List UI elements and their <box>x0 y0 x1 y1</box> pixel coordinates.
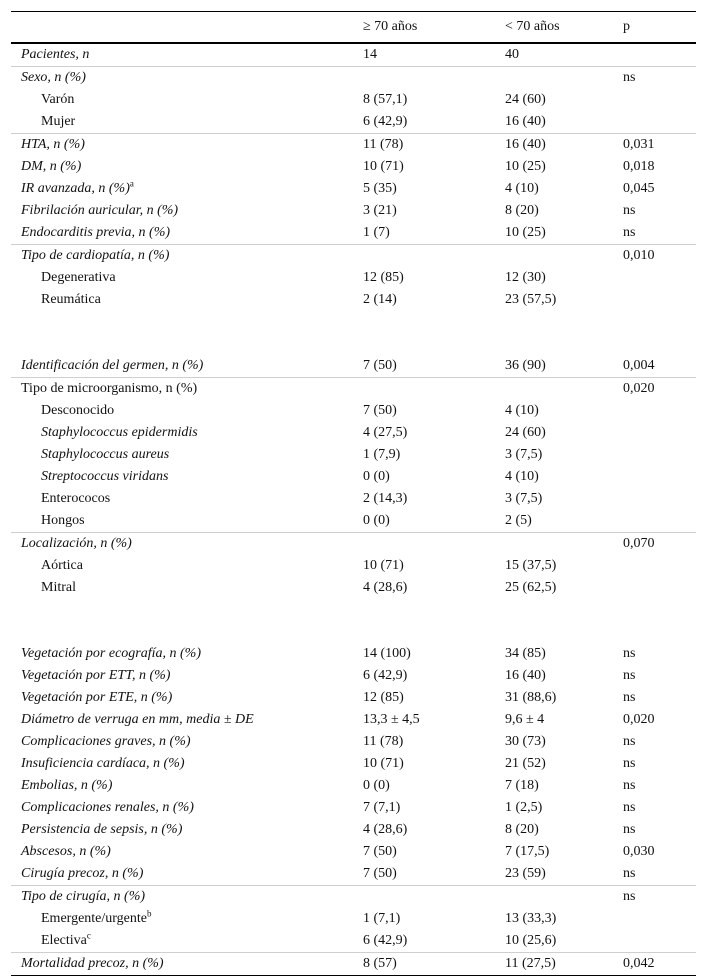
value-age-under-70: 16 (40) <box>505 134 623 157</box>
value-age-under-70: 36 (90) <box>505 358 546 373</box>
row-label-cell <box>11 43 363 67</box>
value-age-under-70: 10 (25) <box>505 225 546 240</box>
row-label-cell <box>11 178 363 200</box>
row-label: Endocarditis previa, n (%) <box>21 225 171 240</box>
p-value <box>623 908 696 930</box>
row-label: Sexo, n (%) <box>21 70 86 85</box>
table-row <box>11 222 696 245</box>
row-label: Tipo de cirugía, n (%) <box>21 889 146 904</box>
p-value <box>623 422 696 444</box>
value-age-under-70: 21 (52) <box>505 756 546 771</box>
value-age-70-plus <box>363 533 505 556</box>
row-label-cell <box>11 111 363 134</box>
row-label-cell <box>11 134 363 157</box>
value-age-70-plus: 6 (42,9) <box>363 114 408 129</box>
row-label: Fibrilación auricular, n (%) <box>21 203 179 218</box>
row-label-cell <box>11 510 363 533</box>
table-row <box>11 355 696 378</box>
row-label-cell <box>11 156 363 178</box>
row-label: IR avanzada, n (%) <box>21 181 130 196</box>
table-row <box>11 555 696 577</box>
table-row <box>11 200 696 222</box>
value-age-70-plus <box>363 245 505 268</box>
p-value <box>623 466 696 488</box>
value-age-70-plus <box>363 378 505 401</box>
value-age-70-plus: 10 (71) <box>363 756 404 771</box>
row-label-cell <box>11 643 363 665</box>
row-label-cell <box>11 245 363 268</box>
value-age-under-70: 8 (20) <box>505 822 539 837</box>
value-age-70-plus: 7 (50) <box>363 403 397 418</box>
p-value: ns <box>623 734 636 749</box>
value-age-70-plus <box>363 67 505 90</box>
row-label: Vegetación por ecografía, n (%) <box>21 646 202 661</box>
value-age-70-plus: 1 (7,9) <box>363 447 401 462</box>
row-label: Varón <box>41 92 75 107</box>
p-value: ns <box>623 668 636 683</box>
row-label: Vegetación por ETT, n (%) <box>21 668 171 683</box>
value-age-70-plus: 12 (85) <box>363 270 404 285</box>
row-label-cell <box>11 797 363 819</box>
table-row <box>11 422 696 444</box>
row-label-cell <box>11 555 363 577</box>
p-value <box>623 488 696 510</box>
value-age-70-plus: 7 (50) <box>363 358 397 373</box>
value-age-70-plus: 13,3 ± 4,5 <box>363 712 420 727</box>
value-age-70-plus: 7 (7,1) <box>363 800 401 815</box>
value-age-under-70: 11 (27,5) <box>505 953 623 976</box>
p-value: 0,070 <box>623 533 696 556</box>
p-value <box>623 577 696 599</box>
table-row <box>11 134 696 157</box>
p-value: ns <box>623 822 636 837</box>
row-label-cell <box>11 444 363 466</box>
table-body <box>11 43 696 976</box>
value-age-70-plus <box>363 886 505 909</box>
value-age-under-70: 25 (62,5) <box>505 580 557 595</box>
row-label-cell <box>11 953 363 976</box>
value-age-under-70: 15 (37,5) <box>505 558 557 573</box>
value-age-under-70: 30 (73) <box>505 734 546 749</box>
row-label-cell <box>11 355 363 378</box>
table-row <box>11 400 696 422</box>
row-label: Vegetación por ETE, n (%) <box>21 690 173 705</box>
value-age-under-70: 23 (57,5) <box>505 292 557 307</box>
value-age-under-70: 8 (20) <box>505 203 539 218</box>
value-age-70-plus: 8 (57,1) <box>363 92 408 107</box>
p-value <box>623 111 696 134</box>
table-row <box>11 886 696 909</box>
p-value: ns <box>623 646 636 661</box>
row-label-cell <box>11 422 363 444</box>
p-value: ns <box>623 756 636 771</box>
row-label: Degenerativa <box>41 270 116 285</box>
p-value <box>623 510 696 533</box>
value-age-70-plus: 0 (0) <box>363 513 390 528</box>
header-age-under-70: < 70 años <box>505 12 623 44</box>
p-value <box>623 289 696 311</box>
table-header-row <box>11 12 696 44</box>
row-label: Enterococos <box>41 491 111 506</box>
table-row <box>11 753 696 775</box>
row-label: Staphylococcus aureus <box>41 447 170 462</box>
value-age-under-70: 31 (88,6) <box>505 690 557 705</box>
value-age-70-plus: 10 (71) <box>363 159 404 174</box>
value-age-70-plus: 11 (78) <box>363 134 505 157</box>
row-label: Emergente/urgente <box>41 911 147 926</box>
value-age-under-70: 4 (10) <box>505 181 539 196</box>
row-label-cell <box>11 731 363 753</box>
value-age-70-plus: 4 (27,5) <box>363 425 408 440</box>
value-age-under-70: 1 (2,5) <box>505 800 543 815</box>
value-age-under-70: 12 (30) <box>505 270 546 285</box>
value-age-70-plus: 7 (50) <box>363 866 397 881</box>
table-row <box>11 819 696 841</box>
row-label-cell <box>11 841 363 863</box>
table-row <box>11 665 696 687</box>
value-age-70-plus: 3 (21) <box>363 203 397 218</box>
row-label: HTA, n (%) <box>21 137 85 152</box>
row-label-cell <box>11 466 363 488</box>
value-age-under-70: 4 (10) <box>505 469 539 484</box>
table-row <box>11 643 696 665</box>
table-row <box>11 156 696 178</box>
row-label-cell <box>11 930 363 953</box>
row-label: Localización, n (%) <box>21 536 132 551</box>
table-row <box>11 533 696 556</box>
row-label-cell <box>11 687 363 709</box>
spacer-cell <box>11 311 696 355</box>
row-label: Hongos <box>41 513 85 528</box>
row-label-cell <box>11 378 363 401</box>
row-label-cell <box>11 863 363 886</box>
p-value: 0,031 <box>623 134 696 157</box>
p-value <box>623 89 696 111</box>
value-age-under-70: 10 (25,6) <box>505 933 557 948</box>
row-label: Reumática <box>41 292 101 307</box>
value-age-under-70: 10 (25) <box>505 159 546 174</box>
table-row <box>11 797 696 819</box>
row-label-cell <box>11 775 363 797</box>
value-age-under-70: 24 (60) <box>505 425 546 440</box>
table-row <box>11 863 696 886</box>
value-age-under-70: 3 (7,5) <box>505 491 543 506</box>
p-value: 0,018 <box>623 159 655 174</box>
value-age-under-70: 3 (7,5) <box>505 447 543 462</box>
table-row <box>11 111 696 134</box>
p-value <box>623 555 696 577</box>
comparison-table <box>11 11 696 976</box>
value-age-under-70 <box>505 67 623 90</box>
row-label-cell <box>11 753 363 775</box>
row-label: DM, n (%) <box>21 159 82 174</box>
value-age-under-70: 16 (40) <box>505 114 546 129</box>
value-age-70-plus: 0 (0) <box>363 778 390 793</box>
table-row <box>11 930 696 953</box>
row-label-cell <box>11 908 363 930</box>
row-label-cell <box>11 289 363 311</box>
p-value: 0,030 <box>623 844 655 859</box>
value-age-under-70 <box>505 245 623 268</box>
row-label: Diámetro de verruga en mm, media ± DE <box>21 712 254 727</box>
table-row <box>11 908 696 930</box>
footnote-marker: b <box>147 908 152 919</box>
value-age-under-70 <box>505 886 623 909</box>
p-value: ns <box>623 778 636 793</box>
table-row <box>11 687 696 709</box>
table-row <box>11 775 696 797</box>
p-value: 0,020 <box>623 378 696 401</box>
p-value: ns <box>623 67 696 90</box>
value-age-under-70: 4 (10) <box>505 403 539 418</box>
p-value: ns <box>623 800 636 815</box>
value-age-under-70: 13 (33,3) <box>505 911 557 926</box>
value-age-under-70: 34 (85) <box>505 646 546 661</box>
table-row <box>11 709 696 731</box>
table-row <box>11 841 696 863</box>
row-label: Staphylococcus epidermidis <box>41 425 198 440</box>
p-value <box>623 400 696 422</box>
p-value: 0,010 <box>623 245 696 268</box>
row-label: Mortalidad precoz, n (%) <box>21 956 164 971</box>
p-value: ns <box>623 690 636 705</box>
value-age-70-plus: 11 (78) <box>363 734 404 749</box>
value-age-under-70: 23 (59) <box>505 866 546 881</box>
row-label-cell <box>11 533 363 556</box>
row-label: Persistencia de sepsis, n (%) <box>21 822 183 837</box>
table-row <box>11 89 696 111</box>
value-age-70-plus: 12 (85) <box>363 690 404 705</box>
table-row <box>11 178 696 200</box>
spacer-row <box>11 311 696 355</box>
row-label: Cirugía precoz, n (%) <box>21 866 144 881</box>
table-row <box>11 731 696 753</box>
row-label: Insuficiencia cardíaca, n (%) <box>21 756 185 771</box>
value-age-70-plus: 0 (0) <box>363 469 390 484</box>
header-variable <box>11 12 363 44</box>
row-label-cell <box>11 577 363 599</box>
row-label: Complicaciones graves, n (%) <box>21 734 191 749</box>
p-value <box>623 444 696 466</box>
table-row <box>11 510 696 533</box>
value-age-under-70: 7 (17,5) <box>505 844 550 859</box>
value-age-70-plus: 4 (28,6) <box>363 580 408 595</box>
row-label-cell <box>11 267 363 289</box>
row-label: Tipo de cardiopatía, n (%) <box>21 248 170 263</box>
table-row <box>11 488 696 510</box>
spacer-row <box>11 599 696 643</box>
p-value <box>623 930 696 953</box>
value-age-70-plus: 5 (35) <box>363 181 397 196</box>
value-age-70-plus: 14 <box>363 47 377 62</box>
p-value <box>623 267 696 289</box>
row-label: Complicaciones renales, n (%) <box>21 800 194 815</box>
row-label: Aórtica <box>41 558 83 573</box>
footnote-marker: c <box>86 930 91 941</box>
table-row <box>11 953 696 976</box>
footnote-marker: a <box>129 178 134 189</box>
value-age-70-plus: 4 (28,6) <box>363 822 408 837</box>
table-row <box>11 267 696 289</box>
value-age-70-plus: 2 (14) <box>363 292 397 307</box>
row-label: Streptococcus viridans <box>41 469 169 484</box>
p-value: ns <box>623 203 636 218</box>
table-row <box>11 378 696 401</box>
row-label: Pacientes, n <box>21 47 90 62</box>
value-age-70-plus: 6 (42,9) <box>363 668 408 683</box>
row-label: Identificación del germen, n (%) <box>21 358 204 373</box>
value-age-70-plus: 1 (7,1) <box>363 911 401 926</box>
row-label: Tipo de microorganismo, n (%) <box>21 381 198 396</box>
value-age-under-70: 24 (60) <box>505 92 546 107</box>
row-label-cell <box>11 200 363 222</box>
row-label: Mujer <box>41 114 76 129</box>
value-age-70-plus: 8 (57) <box>363 953 505 976</box>
header-p-value: p <box>623 12 696 44</box>
table-row <box>11 67 696 90</box>
value-age-70-plus: 6 (42,9) <box>363 933 408 948</box>
table-row <box>11 43 696 67</box>
p-value <box>623 43 696 67</box>
spacer-cell <box>11 599 696 643</box>
row-label: Abscesos, n (%) <box>21 844 111 859</box>
value-age-under-70 <box>505 533 623 556</box>
p-value: 0,020 <box>623 712 655 727</box>
value-age-70-plus: 1 (7) <box>363 225 390 240</box>
value-age-70-plus: 14 (100) <box>363 646 411 661</box>
row-label-cell <box>11 488 363 510</box>
row-label-cell <box>11 67 363 90</box>
row-label-cell <box>11 89 363 111</box>
value-age-under-70: 40 <box>505 47 519 62</box>
p-value: ns <box>623 866 636 881</box>
table-row <box>11 466 696 488</box>
row-label-cell <box>11 819 363 841</box>
value-age-70-plus: 10 (71) <box>363 558 404 573</box>
value-age-under-70: 7 (18) <box>505 778 539 793</box>
row-label: Mitral <box>41 580 76 595</box>
row-label-cell <box>11 400 363 422</box>
row-label: Embolias, n (%) <box>21 778 113 793</box>
table-row <box>11 289 696 311</box>
value-age-70-plus: 7 (50) <box>363 844 397 859</box>
table-row <box>11 577 696 599</box>
p-value: 0,042 <box>623 953 696 976</box>
p-value: ns <box>623 886 696 909</box>
row-label: Desconocido <box>41 403 115 418</box>
row-label-cell <box>11 665 363 687</box>
row-label: Electiva <box>41 933 87 948</box>
p-value: ns <box>623 225 636 240</box>
header-age-70-plus: ≥ 70 años <box>363 12 505 44</box>
p-value: 0,045 <box>623 181 655 196</box>
value-age-under-70: 2 (5) <box>505 513 532 528</box>
value-age-under-70: 16 (40) <box>505 668 546 683</box>
table-row <box>11 444 696 466</box>
row-label-cell <box>11 709 363 731</box>
row-label-cell <box>11 222 363 245</box>
value-age-under-70: 9,6 ± 4 <box>505 712 545 727</box>
value-age-70-plus: 2 (14,3) <box>363 491 408 506</box>
value-age-under-70 <box>505 378 623 401</box>
p-value: 0,004 <box>623 358 655 373</box>
table-row <box>11 245 696 268</box>
row-label-cell <box>11 886 363 909</box>
